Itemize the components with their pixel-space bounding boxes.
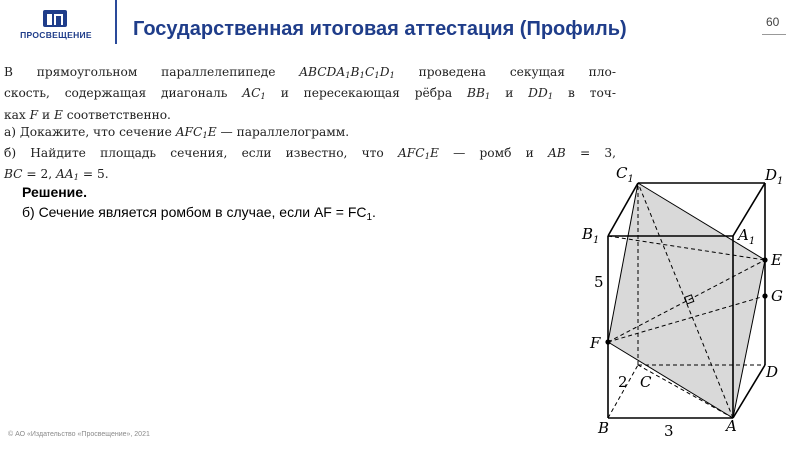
problem-line-2: скость, содержащая диагональ $AC_1$ и пересекающая рёбра $BB_1$ и $DD_1$ в точ- xyxy=(4,86,616,103)
copyright-footer: © АО «Издательство «Просвещение», 2021 xyxy=(8,431,150,438)
label-b1: $B_1$ xyxy=(582,225,600,246)
header-divider xyxy=(115,0,117,44)
label-b: B xyxy=(598,419,610,437)
label-height: 5 xyxy=(594,273,604,291)
label-e: E xyxy=(771,251,782,269)
page-title: Государственная итоговая аттестация (Профиль) xyxy=(133,18,627,40)
page-number: 60 xyxy=(766,15,780,29)
label-a: A xyxy=(726,417,737,435)
problem-statement xyxy=(4,64,616,188)
solution-text: б) Сечение является ромбом в случае, если AF = $FC_1$. xyxy=(22,204,376,223)
page-number-underline xyxy=(762,34,786,35)
label-width: 2 xyxy=(618,373,628,391)
point-g xyxy=(762,293,767,298)
publisher-logo xyxy=(10,8,102,42)
problem-line-1: В прямоугольном параллелепипеде $ABCDA_1B_1C_1D_1$ проведена секущая пло- xyxy=(4,65,616,81)
problem-part-b-cont: BC = 2, $AA_1 = 5$. xyxy=(4,167,109,184)
solution-heading: Решение. xyxy=(22,184,87,200)
label-g: G xyxy=(771,287,783,305)
label-d1: $D_1$ xyxy=(765,166,784,187)
problem-part-b: б) Найдите площадь сечения, если известно, что $AFC_1E$ — ромб и AB = 3, xyxy=(4,146,616,163)
label-length: 3 xyxy=(664,422,674,440)
point-f xyxy=(605,339,610,344)
problem-part-a: а) Докажите, что сечение $AFC_1E$ — параллелограмм. xyxy=(4,124,350,141)
publisher-logo-text: ПРОСВЕЩЕНИЕ xyxy=(20,30,92,40)
label-c: C xyxy=(640,373,652,391)
parallelepiped-figure xyxy=(560,150,800,450)
point-e xyxy=(762,257,767,262)
problem-line-3: ках F и E соответственно. xyxy=(4,107,171,122)
publisher-logo-icon xyxy=(42,8,68,28)
label-d: D xyxy=(766,363,779,381)
label-f: F xyxy=(590,334,601,352)
label-a1: $A_1$ xyxy=(738,226,756,247)
label-c1: $C_1$ xyxy=(616,164,634,185)
solution-block xyxy=(22,182,376,228)
